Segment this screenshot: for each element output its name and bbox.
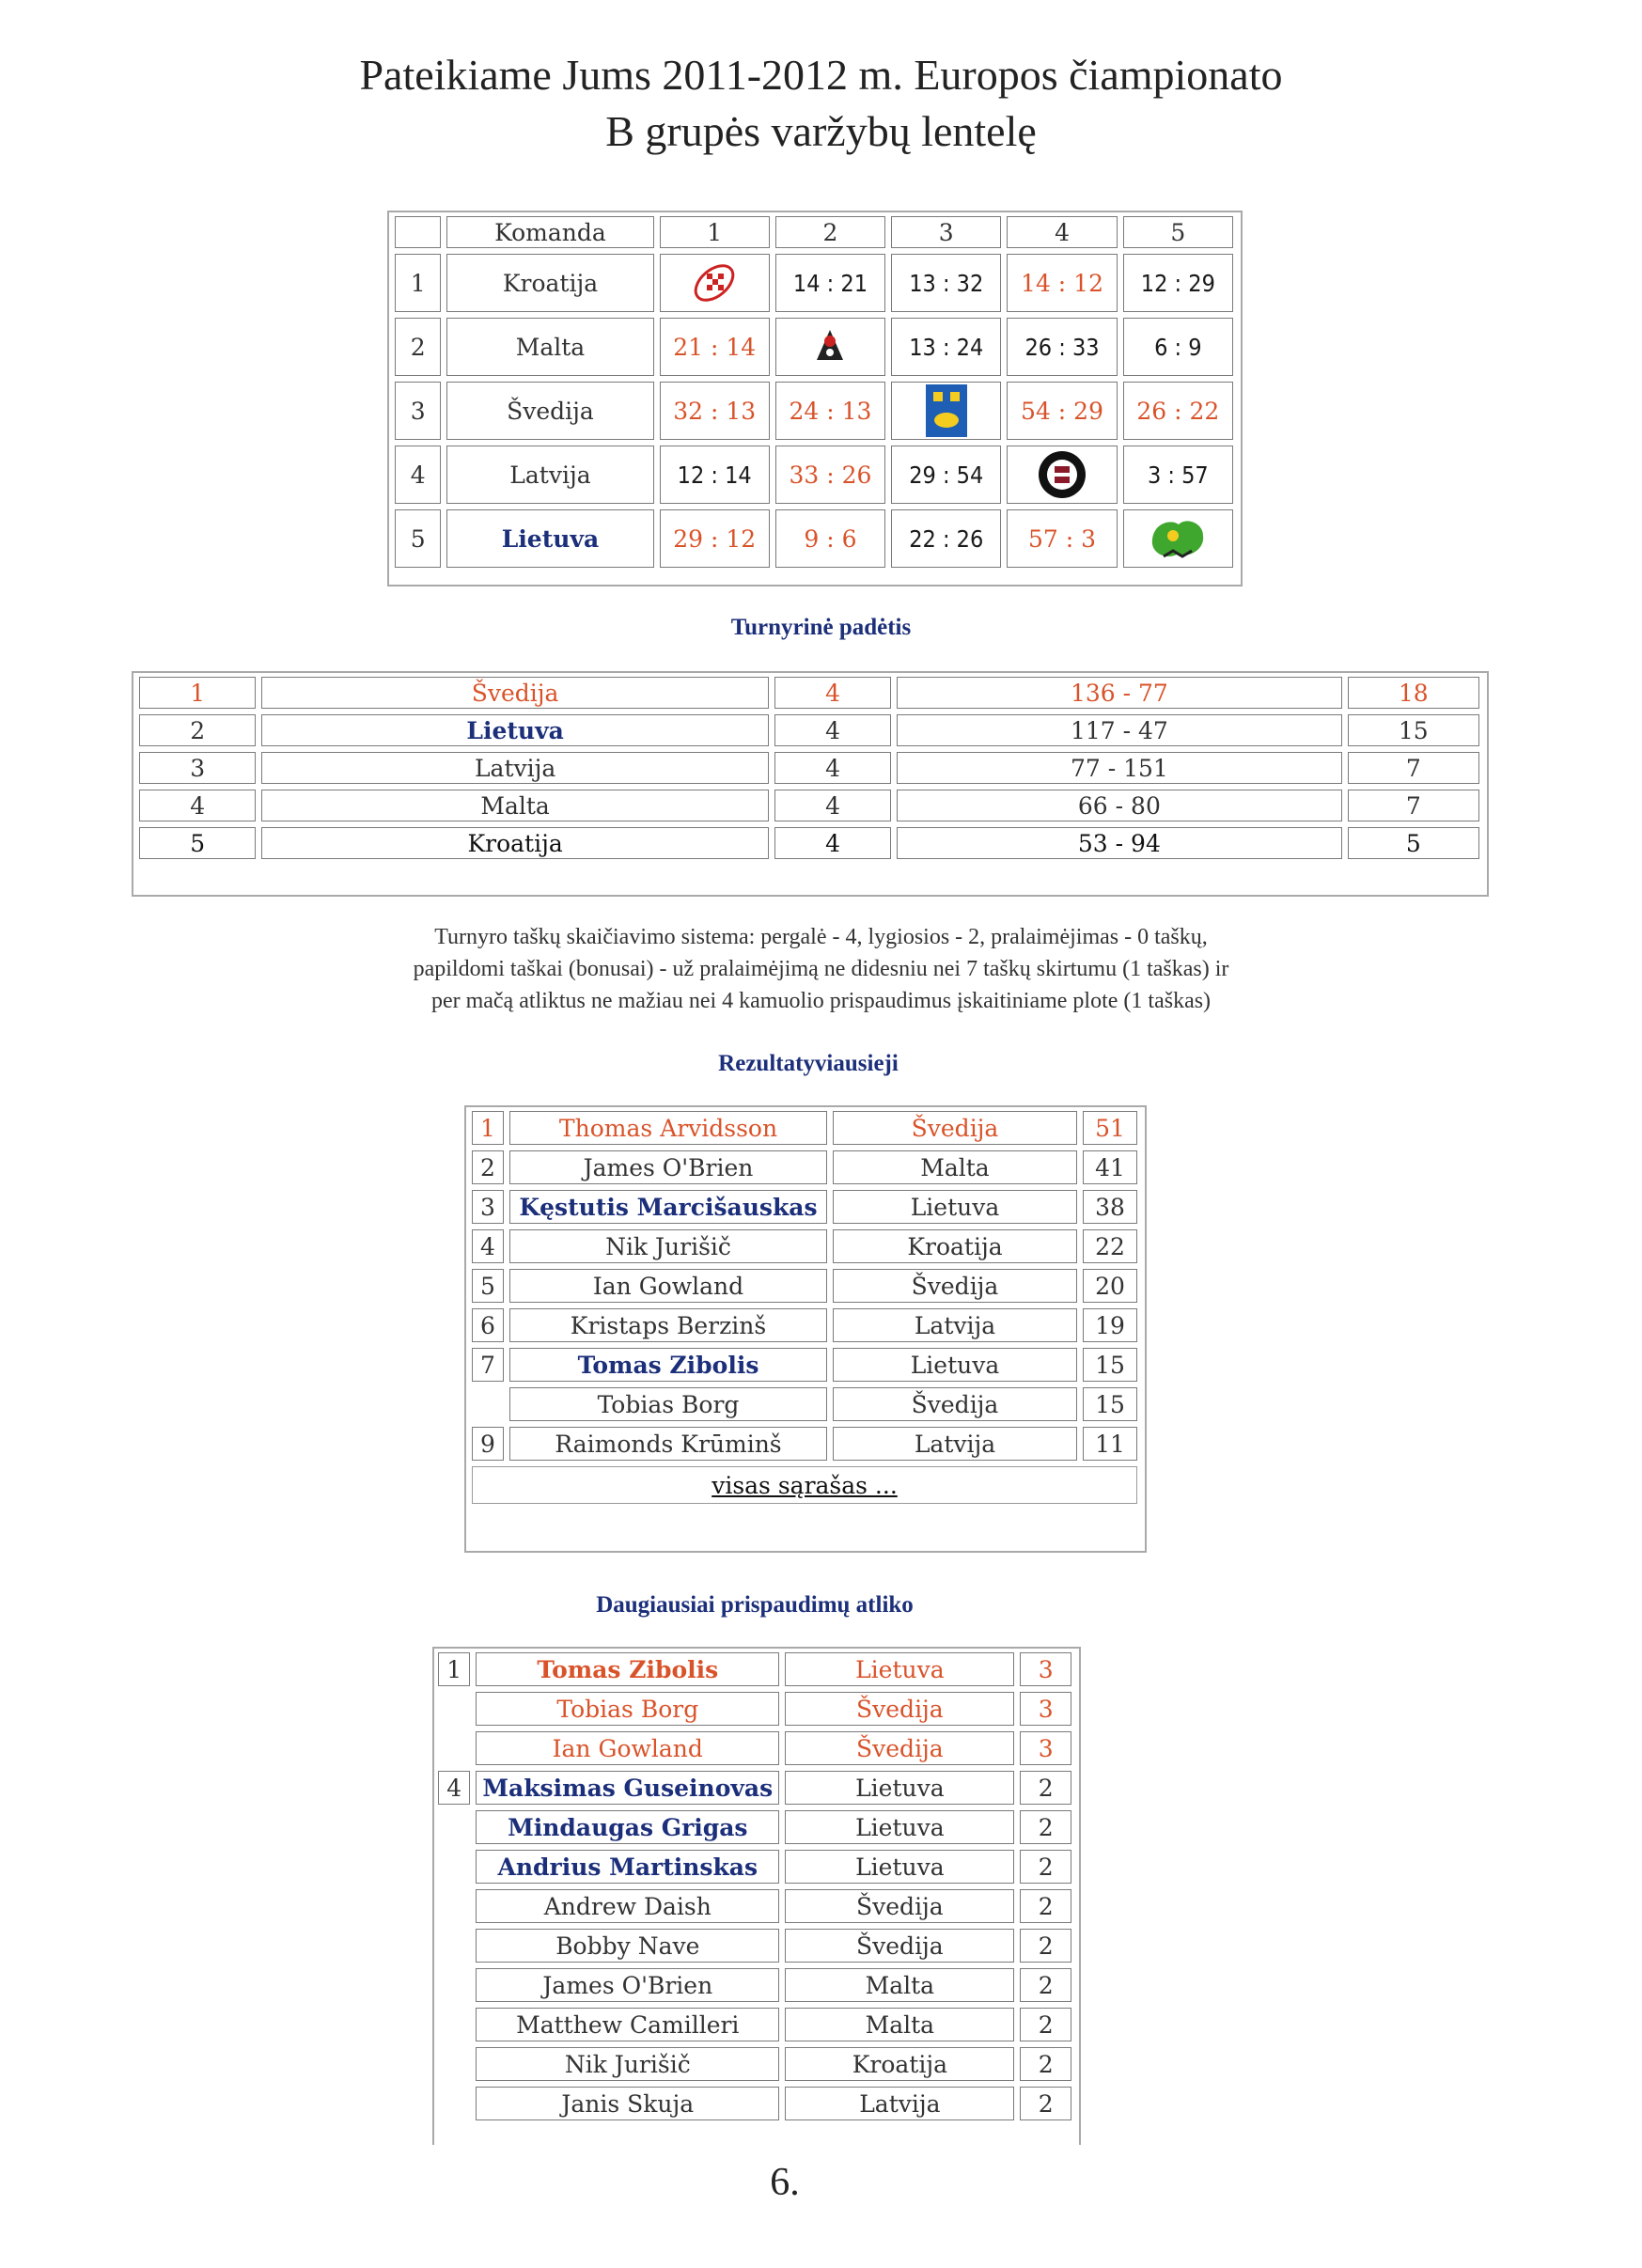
standings-team: Kroatija: [261, 827, 769, 859]
full-list-link[interactable]: visas sąrašas ...: [712, 1471, 898, 1499]
scorers-team: Švedija: [833, 1111, 1077, 1145]
matrix-row-number: 3: [395, 382, 441, 440]
page-title-line2: B grupės varžybų lentelę: [605, 107, 1037, 155]
matrix-row-number: 1: [395, 254, 441, 312]
matrix-row: [395, 509, 1233, 568]
tries-team: Malta: [785, 2008, 1014, 2041]
scorers-team: Latvija: [833, 1427, 1077, 1461]
tries-row: [438, 2087, 1071, 2120]
matrix-score-cell: 24 : 13: [775, 382, 885, 440]
tries-team: Lietuva: [785, 1850, 1014, 1884]
scorers-team: Latvija: [833, 1308, 1077, 1342]
tries-count: 2: [1020, 1850, 1071, 1884]
matrix-score-cell: 22 : 26: [891, 509, 1001, 568]
tries-player: James O'Brien: [476, 1968, 779, 2002]
standings-points: 18: [1348, 677, 1479, 709]
matrix-score-cell: 13 : 32: [891, 254, 1001, 312]
malta-logo-icon: [804, 321, 856, 373]
tries-player: Mindaugas Grigas: [476, 1810, 779, 1844]
matrix-header-row: [395, 216, 1233, 248]
scorers-row: [472, 1229, 1137, 1263]
matrix-score-cell: 14 : 12: [1007, 254, 1117, 312]
scorers-points: 19: [1083, 1308, 1137, 1342]
tries-row: [438, 1731, 1071, 1765]
tries-row: [438, 1652, 1071, 1686]
standings-team: Lietuva: [261, 714, 769, 746]
svedija-logo-icon: [922, 383, 971, 439]
tries-team: Švedija: [785, 1731, 1014, 1765]
matrix-header-cell: [395, 216, 441, 248]
matrix-score-cell: 29 : 54: [891, 446, 1001, 504]
scorers-team: Lietuva: [833, 1348, 1077, 1382]
kroatija-logo-icon: [686, 257, 743, 309]
tries-team: Lietuva: [785, 1652, 1014, 1686]
tries-row: [438, 1968, 1071, 2002]
tries-position: [438, 1731, 470, 1765]
scorers-table: [466, 1105, 1143, 1509]
matrix-team-name: Latvija: [446, 446, 653, 504]
tries-team: Malta: [785, 1968, 1014, 2002]
tries-player: Tobias Borg: [476, 1692, 779, 1726]
scorers-points: 11: [1083, 1427, 1137, 1461]
tries-player: Ian Gowland: [476, 1731, 779, 1765]
matrix-header-cell: Komanda: [446, 216, 653, 248]
standings-games: 4: [774, 677, 891, 709]
scorers-player: Raimonds Krūminš: [509, 1427, 827, 1461]
scorers-position: 3: [472, 1190, 504, 1224]
standings-score: 77 - 151: [897, 752, 1341, 784]
standings-points: 15: [1348, 714, 1479, 746]
standings-score: 117 - 47: [897, 714, 1341, 746]
scorers-points: 15: [1083, 1387, 1137, 1421]
standings-games: 4: [774, 714, 891, 746]
tries-player: Bobby Nave: [476, 1929, 779, 1963]
tries-row: [438, 1850, 1071, 1884]
tries-count: 3: [1020, 1731, 1071, 1765]
tries-row: [438, 2047, 1071, 2081]
matrix-score-cell: 33 : 26: [775, 446, 885, 504]
tries-team: Kroatija: [785, 2047, 1014, 2081]
tries-count: 2: [1020, 1968, 1071, 2002]
tries-team: Švedija: [785, 1929, 1014, 1963]
tries-count: 2: [1020, 2047, 1071, 2081]
scorers-row: [472, 1150, 1137, 1184]
tries-position: 1: [438, 1652, 470, 1686]
tries-position: [438, 2047, 470, 2081]
scorers-points: 15: [1083, 1348, 1137, 1382]
matrix-score-cell: 9 : 6: [775, 509, 885, 568]
scorers-player: Nik Jurišič: [509, 1229, 827, 1263]
standings-row: [139, 714, 1479, 746]
standings-points: 5: [1348, 827, 1479, 859]
scorers-team: Lietuva: [833, 1190, 1077, 1224]
tries-position: [438, 1850, 470, 1884]
matrix-row-number: 2: [395, 318, 441, 376]
tries-row: [438, 1929, 1071, 1963]
matrix-score-cell: 54 : 29: [1007, 382, 1117, 440]
scorers-team: Malta: [833, 1150, 1077, 1184]
scorers-player: Tobias Borg: [509, 1387, 827, 1421]
scorers-row: [472, 1111, 1137, 1145]
tries-player: Andrew Daish: [476, 1889, 779, 1923]
matrix-row-number: 5: [395, 509, 441, 568]
standings-team: Švedija: [261, 677, 769, 709]
tries-player: Maksimas Guseinovas: [476, 1771, 779, 1805]
scorers-player: Thomas Arvidsson: [509, 1111, 827, 1145]
lietuva-logo-icon: [1145, 513, 1211, 564]
tries-count: 2: [1020, 1810, 1071, 1844]
matrix-logo-cell: [1007, 446, 1117, 504]
scorers-footer-cell: [472, 1466, 1137, 1504]
scorers-row: [472, 1190, 1137, 1224]
tries-count: 3: [1020, 1652, 1071, 1686]
standings-score: 66 - 80: [897, 790, 1341, 821]
scoring-note-line2: papildomi taškai (bonusai) - už pralaimėjimą ne didesniu nei 7 taškų skirtumu (1 taškas) ir: [413, 957, 1229, 981]
matrix-team-name: Lietuva: [446, 509, 653, 568]
standings-score: 53 - 94: [897, 827, 1341, 859]
scorers-position: 9: [472, 1427, 504, 1461]
scorers-team: Kroatija: [833, 1229, 1077, 1263]
scorers-row: [472, 1348, 1137, 1382]
standings-row: [139, 752, 1479, 784]
standings-position: 2: [139, 714, 256, 746]
matrix-team-name: Kroatija: [446, 254, 653, 312]
standings-position: 5: [139, 827, 256, 859]
matrix-score-cell: 6 : 9: [1123, 318, 1233, 376]
tries-position: [438, 1889, 470, 1923]
scorers-position: [472, 1387, 504, 1421]
tries-count: 2: [1020, 1889, 1071, 1923]
tries-row: [438, 1771, 1071, 1805]
tries-position: [438, 2087, 470, 2120]
matrix-score-cell: 3 : 57: [1123, 446, 1233, 504]
tries-player: Matthew Camilleri: [476, 2008, 779, 2041]
scorers-points: 22: [1083, 1229, 1137, 1263]
standings-points: 7: [1348, 790, 1479, 821]
scoring-note-line1: Turnyro taškų skaičiavimo sistema: pergalė - 4, lygiosios - 2, pralaimėjimas - 0 taškų,: [434, 925, 1208, 949]
tries-position: [438, 1968, 470, 2002]
tries-player: Janis Skuja: [476, 2087, 779, 2120]
matrix-score-cell: 26 : 33: [1007, 318, 1117, 376]
standings-position: 1: [139, 677, 256, 709]
latvija-logo-icon: [1034, 447, 1090, 502]
tries-player: Andrius Martinskas: [476, 1850, 779, 1884]
scorers-player: Tomas Zibolis: [509, 1348, 827, 1382]
matrix-team-name: Švedija: [446, 382, 653, 440]
tries-position: [438, 1810, 470, 1844]
matrix-score-cell: 32 : 13: [660, 382, 770, 440]
scorers-row: [472, 1269, 1137, 1303]
matrix-score-cell: 13 : 24: [891, 318, 1001, 376]
scorers-position: 7: [472, 1348, 504, 1382]
scorers-position: 4: [472, 1229, 504, 1263]
standings-table: [133, 671, 1485, 865]
scorers-points: 38: [1083, 1190, 1137, 1224]
matrix-team-name: Malta: [446, 318, 653, 376]
scorers-team: Švedija: [833, 1269, 1077, 1303]
matrix-score-cell: 29 : 12: [660, 509, 770, 568]
tries-row: [438, 2008, 1071, 2041]
scorers-player: James O'Brien: [509, 1150, 827, 1184]
standings-row: [139, 677, 1479, 709]
scorers-position: 2: [472, 1150, 504, 1184]
matrix-score-cell: 21 : 14: [660, 318, 770, 376]
matrix-logo-cell: [660, 254, 770, 312]
matrix-header-cell: 5: [1123, 216, 1233, 248]
matrix-score-cell: 14 : 21: [775, 254, 885, 312]
matrix-score-cell: 12 : 14: [660, 446, 770, 504]
matrix-score-cell: 26 : 22: [1123, 382, 1233, 440]
tries-position: 4: [438, 1771, 470, 1805]
results-matrix: [389, 211, 1239, 573]
standings-position: 3: [139, 752, 256, 784]
tries-team: Lietuva: [785, 1771, 1014, 1805]
page-number: 6.: [770, 2161, 800, 2204]
scorers-points: 20: [1083, 1269, 1137, 1303]
tries-player: Tomas Zibolis: [476, 1652, 779, 1686]
matrix-header-cell: 3: [891, 216, 1001, 248]
matrix-logo-cell: [1123, 509, 1233, 568]
tries-row: [438, 1889, 1071, 1923]
tries-team: Lietuva: [785, 1810, 1014, 1844]
tries-title: Daugiausiai prispaudimų atliko: [596, 1592, 914, 1618]
page-title-line1: Pateikiame Jums 2011-2012 m. Europos čiampionato: [359, 51, 1283, 99]
scorers-row: [472, 1387, 1137, 1421]
standings-row: [139, 827, 1479, 859]
matrix-header-cell: 2: [775, 216, 885, 248]
tries-count: 2: [1020, 1929, 1071, 1963]
matrix-header-cell: 1: [660, 216, 770, 248]
scorers-points: 51: [1083, 1111, 1137, 1145]
tries-count: 2: [1020, 2087, 1071, 2120]
tries-team: Latvija: [785, 2087, 1014, 2120]
standings-games: 4: [774, 827, 891, 859]
matrix-score-cell: 12 : 29: [1123, 254, 1233, 312]
scorers-position: 1: [472, 1111, 504, 1145]
matrix-header-cell: 4: [1007, 216, 1117, 248]
matrix-row-number: 4: [395, 446, 441, 504]
tries-position: [438, 1929, 470, 1963]
matrix-logo-cell: [891, 382, 1001, 440]
scorers-row: [472, 1308, 1137, 1342]
matrix-row: [395, 446, 1233, 504]
standings-title: Turnyrinė padėtis: [730, 615, 912, 640]
standings-games: 4: [774, 752, 891, 784]
scorers-player: Ian Gowland: [509, 1269, 827, 1303]
scorers-player: Kristaps Berzinš: [509, 1308, 827, 1342]
matrix-logo-cell: [775, 318, 885, 376]
tries-count: 2: [1020, 2008, 1071, 2041]
scoring-note-line3: per mačą atliktus ne mažiau nei 4 kamuolio prispaudimus įskaitiniame plote (1 taškas): [430, 989, 1212, 1013]
scorers-row: [472, 1427, 1137, 1461]
standings-games: 4: [774, 790, 891, 821]
tries-team: Švedija: [785, 1889, 1014, 1923]
standings-team: Malta: [261, 790, 769, 821]
matrix-score-cell: 57 : 3: [1007, 509, 1117, 568]
tries-position: [438, 1692, 470, 1726]
tries-position: [438, 2008, 470, 2041]
tries-table: [432, 1647, 1077, 2126]
standings-position: 4: [139, 790, 256, 821]
standings-team: Latvija: [261, 752, 769, 784]
scorers-position: 5: [472, 1269, 504, 1303]
tries-team: Švedija: [785, 1692, 1014, 1726]
tries-count: 2: [1020, 1771, 1071, 1805]
scoring-note: [188, 921, 1454, 1017]
scorers-points: 41: [1083, 1150, 1137, 1184]
standings-points: 7: [1348, 752, 1479, 784]
tries-row: [438, 1810, 1071, 1844]
standings-score: 136 - 77: [897, 677, 1341, 709]
standings-row: [139, 790, 1479, 821]
tries-player: Nik Jurišič: [476, 2047, 779, 2081]
scorers-team: Švedija: [833, 1387, 1077, 1421]
scorers-position: 6: [472, 1308, 504, 1342]
tries-row: [438, 1692, 1071, 1726]
matrix-row: [395, 382, 1233, 440]
scorers-title: Rezultatyviausieji: [718, 1051, 899, 1076]
matrix-row: [395, 318, 1233, 376]
scorers-player: Kęstutis Marcišauskas: [509, 1190, 827, 1224]
tries-count: 3: [1020, 1692, 1071, 1726]
matrix-row: [395, 254, 1233, 312]
